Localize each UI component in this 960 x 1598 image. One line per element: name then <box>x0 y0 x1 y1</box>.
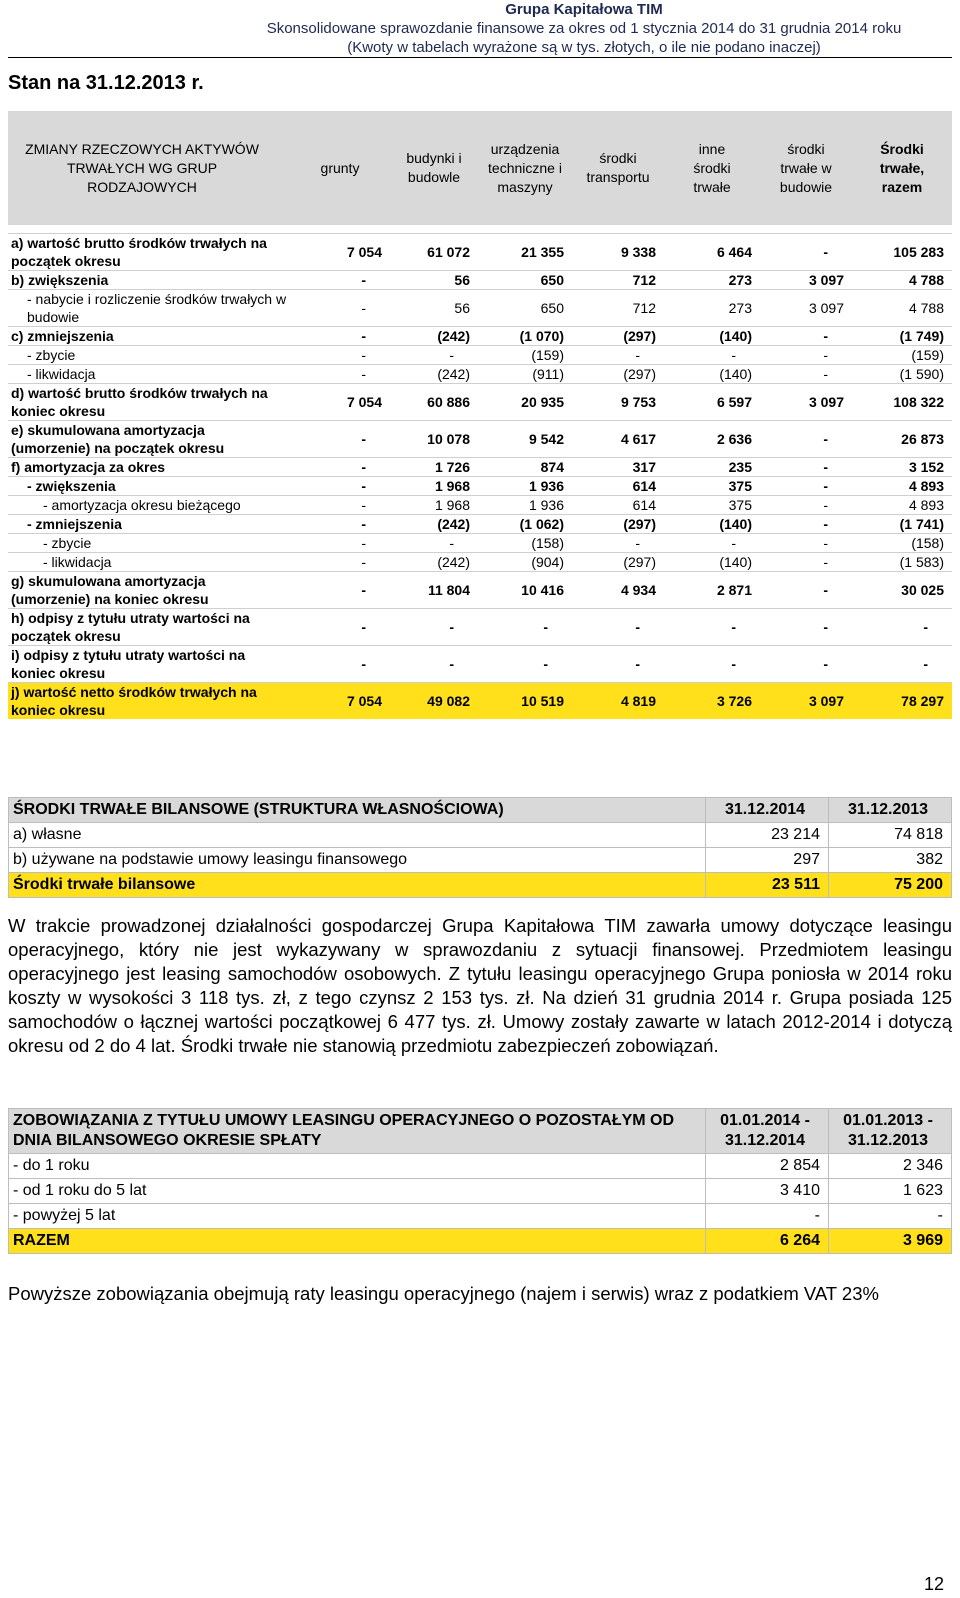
fixed-assets-row <box>8 572 952 609</box>
row-value: (297) <box>572 365 664 384</box>
column-header: urządzenia techniczne i maszyny <box>478 111 572 225</box>
row-value: - <box>290 421 390 458</box>
ownership-title: ŚRODKI TRWAŁE BILANSOWE (STRUKTURA WŁASNOŚCIOWA) <box>9 798 706 823</box>
row-value: (1 741) <box>852 515 952 534</box>
fixed-assets-row <box>8 496 952 515</box>
row-value: - <box>290 572 390 609</box>
fixed-assets-row <box>8 458 952 477</box>
row-value: - <box>664 609 760 646</box>
row-value: - <box>760 421 852 458</box>
row-value: 235 <box>664 458 760 477</box>
row-value: (1 583) <box>852 553 952 572</box>
row-value: 9 338 <box>572 234 664 271</box>
row-value: 4 617 <box>572 421 664 458</box>
row-value: 1 726 <box>390 458 478 477</box>
row-value: 614 <box>572 496 664 515</box>
fixed-assets-row <box>8 646 952 683</box>
row-value: 10 078 <box>390 421 478 458</box>
value-col-1: 297 <box>706 848 829 873</box>
value-col-1: - <box>706 1204 829 1229</box>
row-value: (140) <box>664 515 760 534</box>
column-header: Środki trwałe, razem <box>852 111 952 225</box>
row-value: - <box>290 609 390 646</box>
row-value: - <box>760 365 852 384</box>
row-value: (242) <box>390 515 478 534</box>
row-value: 273 <box>664 271 760 290</box>
row-value: - <box>290 553 390 572</box>
fixed-assets-row <box>8 365 952 384</box>
row-label: a) wartość brutto środków trwałych na początek okresu <box>8 234 290 271</box>
row-value: - <box>390 346 478 365</box>
row-label: - zbycie <box>8 346 290 365</box>
row-value: (1 070) <box>478 327 572 346</box>
row-label: h) odpisy z tytułu utraty wartości na początek okresu <box>8 609 290 646</box>
row-value: 317 <box>572 458 664 477</box>
ownership-header-row <box>9 798 952 823</box>
column-header: środki trwałe w budowie <box>760 111 852 225</box>
value-col-2: - <box>829 1204 952 1229</box>
fixed-assets-row <box>8 515 952 534</box>
fixed-assets-row <box>8 534 952 553</box>
row-value: - <box>760 477 852 496</box>
row-value: 6 464 <box>664 234 760 271</box>
row-value: - <box>760 346 852 365</box>
row-value: - <box>290 458 390 477</box>
row-value: (297) <box>572 515 664 534</box>
row-value: (1 749) <box>852 327 952 346</box>
value-col-1: 23 214 <box>706 823 829 848</box>
row-value: (140) <box>664 327 760 346</box>
row-value: 1 968 <box>390 496 478 515</box>
fixed-assets-title: ZMIANY RZECZOWYCH AKTYWÓW TRWAŁYCH WG GRUP RODZAJOWYCH <box>8 111 290 225</box>
row-value: (140) <box>664 365 760 384</box>
total-label: Środki trwałe bilansowe <box>9 873 706 898</box>
leasing-row <box>9 1154 952 1179</box>
row-value: - <box>760 534 852 553</box>
fixed-assets-body <box>8 225 952 719</box>
total-value-2: 75 200 <box>829 873 952 898</box>
ownership-table <box>8 797 952 898</box>
row-value: 3 097 <box>760 384 852 421</box>
fixed-assets-row <box>8 421 952 458</box>
row-value: - <box>664 646 760 683</box>
row-value: 375 <box>664 477 760 496</box>
row-value: - <box>572 609 664 646</box>
row-value: - <box>290 346 390 365</box>
fixed-assets-header-row <box>8 111 952 225</box>
fixed-assets-table <box>8 111 952 719</box>
total-value-1: 23 511 <box>706 873 829 898</box>
row-value: - <box>572 534 664 553</box>
operating-lease-paragraph: W trakcie prowadzonej działalności gospodarczej Grupa Kapitałowa TIM zawarła umowy dotyczące leasingu operacyjnego, który nie jest wykazywany w sprawozdaniu z sytuacji finansowej. Przedmiotem leasingu operacyjnego jest leasing samochodów osobowych. Z tytułu leasingu operacyjnego Grupa poniosła w 2014 roku koszty w wysokości 3 118 tys. zł, z tego czynsz 2 153 tys. zł. Na dzień 31 grudnia 2014 r. Grupa posiada 125 samochodów o łącznej wartości początkowej 6 477 tys. zł. Umowy zostały zawarte w latach 2012-2014 i dotyczą okresu od 2 do 4 lat. Środki trwałe nie stanowią przedmiotu zabezpieczeń zobowiązań. <box>8 915 952 1056</box>
row-value: 7 054 <box>290 234 390 271</box>
row-value: 650 <box>478 290 572 327</box>
row-value: - <box>760 609 852 646</box>
row-label: - likwidacja <box>8 365 290 384</box>
row-value: (1 590) <box>852 365 952 384</box>
row-value: - <box>390 609 478 646</box>
row-value: 105 283 <box>852 234 952 271</box>
row-label: b) zwiększenia <box>8 271 290 290</box>
row-value: - <box>290 534 390 553</box>
fixed-assets-row <box>8 384 952 421</box>
page-number: 12 <box>923 1574 944 1594</box>
value-col-2: 382 <box>829 848 952 873</box>
value-col-2: 1 623 <box>829 1179 952 1204</box>
column-header: inne środki trwałe <box>664 111 760 225</box>
row-value: (904) <box>478 553 572 572</box>
row-value: 712 <box>572 271 664 290</box>
row-value: (242) <box>390 327 478 346</box>
row-value: 614 <box>572 477 664 496</box>
row-value: 1 936 <box>478 496 572 515</box>
row-label: e) skumulowana amortyzacja (umorzenie) na początek okresu <box>8 421 290 458</box>
leasing-row <box>9 1179 952 1204</box>
row-value: - <box>290 477 390 496</box>
row-value: - <box>760 327 852 346</box>
row-value: 2 636 <box>664 421 760 458</box>
row-value: 56 <box>390 290 478 327</box>
row-value: 1 936 <box>478 477 572 496</box>
row-label: d) wartość brutto środków trwałych na koniec okresu <box>8 384 290 421</box>
row-value: 49 082 <box>390 683 478 720</box>
row-value: - <box>760 496 852 515</box>
total-label: RAZEM <box>9 1229 706 1254</box>
ownership-col-2014: 31.12.2014 <box>706 798 829 823</box>
value-col-2: 74 818 <box>829 823 952 848</box>
row-value: - <box>390 534 478 553</box>
row-value: 61 072 <box>390 234 478 271</box>
row-value: (911) <box>478 365 572 384</box>
fixed-assets-row <box>8 683 952 720</box>
leasing-row <box>9 1204 952 1229</box>
report-title: Skonsolidowane sprawozdanie finansowe za okres od 1 stycznia 2014 do 31 grudnia 2014 roku <box>266 20 902 37</box>
row-value: - <box>760 515 852 534</box>
row-label: - likwidacja <box>8 553 290 572</box>
row-label: - nabycie i rozliczenie środków trwałych w budowie <box>8 290 290 327</box>
row-label: b) używane na podstawie umowy leasingu finansowego <box>9 848 706 873</box>
company-name: Grupa Kapitałowa TIM <box>505 1 663 18</box>
row-value: 10 519 <box>478 683 572 720</box>
row-label: j) wartość netto środków trwałych na koniec okresu <box>8 683 290 720</box>
amounts-note: (Kwoty w tabelach wyrażone są w tys. złotych, o ile nie podano inaczej) <box>347 39 821 56</box>
row-label: - od 1 roku do 5 lat <box>9 1179 706 1204</box>
row-value: 4 788 <box>852 290 952 327</box>
row-value: 11 804 <box>390 572 478 609</box>
row-label: - do 1 roku <box>9 1154 706 1179</box>
column-header: grunty <box>290 111 390 225</box>
row-value: - <box>290 327 390 346</box>
fixed-assets-row <box>8 290 952 327</box>
row-label: - powyżej 5 lat <box>9 1204 706 1229</box>
row-value: 3 097 <box>760 290 852 327</box>
row-value: 375 <box>664 496 760 515</box>
row-value: - <box>290 646 390 683</box>
row-value: 56 <box>390 271 478 290</box>
fixed-assets-row <box>8 271 952 290</box>
row-value: 712 <box>572 290 664 327</box>
row-value: 4 934 <box>572 572 664 609</box>
row-value: 3 097 <box>760 683 852 720</box>
row-value: 874 <box>478 458 572 477</box>
row-value: (242) <box>390 365 478 384</box>
row-value: (297) <box>572 553 664 572</box>
row-value: - <box>664 534 760 553</box>
as-of-heading: Stan na 31.12.2013 r. <box>8 72 204 94</box>
row-value: - <box>390 646 478 683</box>
leasing-col-2013: 01.01.2013 - 31.12.2013 <box>829 1109 952 1154</box>
fixed-assets-row <box>8 327 952 346</box>
row-label: a) własne <box>9 823 706 848</box>
row-value: - <box>290 290 390 327</box>
row-value: 4 819 <box>572 683 664 720</box>
row-value: 10 416 <box>478 572 572 609</box>
row-value: - <box>478 646 572 683</box>
row-value: - <box>572 646 664 683</box>
row-value: 20 935 <box>478 384 572 421</box>
row-value: - <box>852 646 952 683</box>
row-value: - <box>760 553 852 572</box>
row-value: 60 886 <box>390 384 478 421</box>
leasing-note-paragraph: Powyższe zobowiązania obejmują raty leasingu operacyjnego (najem i serwis) wraz z podatkiem VAT 23% <box>8 1283 879 1304</box>
row-value: 3 726 <box>664 683 760 720</box>
row-label: - zwiększenia <box>8 477 290 496</box>
ownership-col-2013: 31.12.2013 <box>829 798 952 823</box>
row-value: - <box>290 365 390 384</box>
row-value: 6 597 <box>664 384 760 421</box>
row-value: 1 968 <box>390 477 478 496</box>
leasing-table <box>8 1108 952 1254</box>
row-value: - <box>760 572 852 609</box>
fixed-assets-row <box>8 346 952 365</box>
row-value: - <box>572 346 664 365</box>
row-value: (158) <box>478 534 572 553</box>
row-value: 3 097 <box>760 271 852 290</box>
page-header <box>224 0 944 57</box>
row-value: 21 355 <box>478 234 572 271</box>
row-value: (158) <box>852 534 952 553</box>
row-value: 2 871 <box>664 572 760 609</box>
row-value: - <box>290 271 390 290</box>
column-header: budynki i budowle <box>390 111 478 225</box>
value-col-1: 2 854 <box>706 1154 829 1179</box>
row-value: (159) <box>852 346 952 365</box>
row-label: g) skumulowana amortyzacja (umorzenie) na koniec okresu <box>8 572 290 609</box>
row-value: 9 542 <box>478 421 572 458</box>
row-value: 4 893 <box>852 477 952 496</box>
row-value: 273 <box>664 290 760 327</box>
row-value: - <box>852 609 952 646</box>
row-label: c) zmniejszenia <box>8 327 290 346</box>
row-value: - <box>478 609 572 646</box>
value-col-1: 3 410 <box>706 1179 829 1204</box>
row-value: (140) <box>664 553 760 572</box>
row-value: - <box>760 646 852 683</box>
spacer-row <box>8 225 952 234</box>
leasing-header-row <box>9 1109 952 1154</box>
row-label: - zmniejszenia <box>8 515 290 534</box>
row-value: 30 025 <box>852 572 952 609</box>
row-value: - <box>664 346 760 365</box>
row-value: 9 753 <box>572 384 664 421</box>
row-value: (297) <box>572 327 664 346</box>
row-value: (159) <box>478 346 572 365</box>
value-col-2: 2 346 <box>829 1154 952 1179</box>
leasing-title: ZOBOWIĄZANIA Z TYTUŁU UMOWY LEASINGU OPERACYJNEGO O POZOSTAŁYM OD DNIA BILANSOWEGO OKRESIE SPŁATY <box>9 1109 706 1154</box>
leasing-col-2014: 01.01.2014 - 31.12.2014 <box>706 1109 829 1154</box>
row-value: 4 893 <box>852 496 952 515</box>
row-label: - zbycie <box>8 534 290 553</box>
fixed-assets-row <box>8 553 952 572</box>
row-value: 4 788 <box>852 271 952 290</box>
total-value-1: 6 264 <box>706 1229 829 1254</box>
row-value: - <box>760 234 852 271</box>
row-value: 26 873 <box>852 421 952 458</box>
row-value: 78 297 <box>852 683 952 720</box>
fixed-assets-row <box>8 609 952 646</box>
row-value: - <box>760 458 852 477</box>
row-value: 7 054 <box>290 384 390 421</box>
total-value-2: 3 969 <box>829 1229 952 1254</box>
ownership-row <box>9 823 952 848</box>
row-value: - <box>290 496 390 515</box>
ownership-total-row <box>9 873 952 898</box>
row-label: i) odpisy z tytułu utraty wartości na koniec okresu <box>8 646 290 683</box>
fixed-assets-row <box>8 477 952 496</box>
row-value: (242) <box>390 553 478 572</box>
row-label: - amortyzacja okresu bieżącego <box>8 496 290 515</box>
row-value: 3 152 <box>852 458 952 477</box>
row-label: f) amortyzacja za okres <box>8 458 290 477</box>
leasing-total-row <box>9 1229 952 1254</box>
ownership-row <box>9 848 952 873</box>
header-divider <box>8 57 952 58</box>
row-value: (1 062) <box>478 515 572 534</box>
row-value: - <box>290 515 390 534</box>
row-value: 7 054 <box>290 683 390 720</box>
row-value: 650 <box>478 271 572 290</box>
fixed-assets-row <box>8 234 952 271</box>
column-header: środki transportu <box>572 111 664 225</box>
row-value: 108 322 <box>852 384 952 421</box>
